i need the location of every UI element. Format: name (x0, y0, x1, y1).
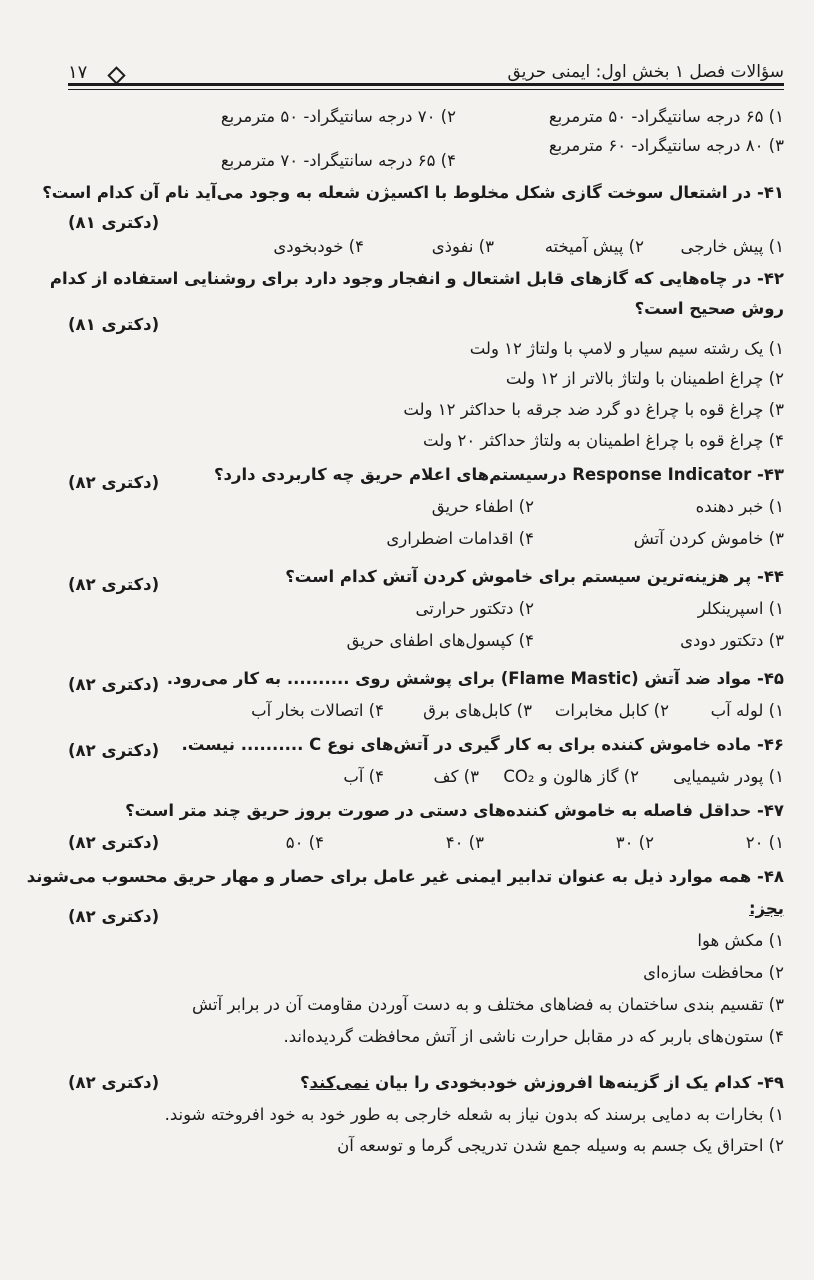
question-47 (68, 796, 784, 826)
option: ۲) ۷۰ درجه سانتیگراد- ۵۰ مترمربع (220, 107, 456, 126)
option: ۳) کابل‌های برق (423, 701, 532, 720)
q44-options-row2 (68, 626, 784, 656)
q44-options-row1 (68, 594, 784, 624)
question-text: ۴۱- در اشتعال سوخت گازی شکل مخلوط با اکسیژن شعله به وجود می‌آید نام آن کدام است؟ (42, 183, 784, 202)
option: ۲) گاز هالون و CO₂ (503, 767, 639, 786)
source-tag: (دکتری ۸۲) (68, 741, 160, 760)
header-rule-thin (68, 89, 784, 90)
option: ۱) پودر شیمیایی (673, 767, 784, 786)
q40-options-row3 (68, 146, 784, 176)
option: ۳) تقسیم بندی ساختمان به فضاهای مختلف و به دست آوردن مقاومت آن در برابر آتش (192, 995, 784, 1014)
q42-option3 (68, 395, 784, 425)
q41-options (68, 232, 784, 262)
q48-option4 (68, 1022, 784, 1052)
option: ۴) آب (343, 767, 384, 786)
q43-options-row2 (68, 524, 784, 554)
source-tag: (دکتری ۸۲) (68, 575, 160, 594)
question-text: بجز: (749, 899, 784, 918)
source-tag: (دکتری ۸۲) (68, 833, 160, 852)
source-tag: (دکتری ۸۱) (68, 213, 160, 232)
option: ۲) اطفاء حریق (431, 497, 534, 516)
question-text: ۴۷- حداقل فاصله به خاموش کننده‌های دستی در صورت بروز حریق چند متر است؟ (125, 801, 784, 820)
question-text: ۴۸- همه موارد ذیل به عنوان تدابیر ایمنی غیر عامل برای حصار و مهار حریق محسوب می‌شوند (26, 867, 784, 886)
option: ۱) ۶۵ درجه سانتیگراد- ۵۰ مترمربع (548, 107, 784, 126)
source-tag: (دکتری ۸۲) (68, 1073, 160, 1092)
option: ۲) چراغ اطمینان با ولتاژ بالاتر از ۱۲ ولت (505, 369, 784, 388)
option: ۱) ۲۰ (745, 833, 784, 852)
option: ۱) بخارات به دمایی برسند که بدون نیاز به شعله خارجی به طور خود به خود افروخته شوند. (164, 1105, 784, 1124)
q42-option1 (68, 334, 784, 364)
question-text-part: ۴۹- کدام یک از گزینه‌ها افروزش خودبخودی را بیان (369, 1073, 784, 1092)
question-text: ۴۴- پر هزینه‌ترین سیستم برای خاموش کردن آتش کدام است؟ (285, 567, 784, 586)
q45-options (68, 696, 784, 726)
option: ۴) اقدامات اضطراری (386, 529, 534, 548)
question-text-part: ؟ (300, 1073, 310, 1092)
question-text-underlined: نمی‌کند (309, 1073, 370, 1092)
question-text: ۴۵- مواد ضد آتش (Flame Mastic) برای پوشش روی .......... به کار می‌رود. (166, 669, 784, 688)
option: ۳) دتکتور دودی (680, 631, 784, 650)
option: ۲) ۳۰ (615, 833, 654, 852)
option: ۳) خاموش کردن آتش (633, 529, 784, 548)
q49-option1 (68, 1100, 784, 1130)
header-rule (68, 83, 784, 86)
q42-option2 (68, 364, 784, 394)
option: ۱) اسپرینکلر (697, 599, 784, 618)
option: ۴) ستون‌های باربر که در مقابل حرارت ناشی از آتش محافظت گردیده‌اند. (283, 1027, 784, 1046)
option: ۳) ۸۰ درجه سانتیگراد- ۶۰ مترمربع (548, 136, 784, 155)
q48-option1 (68, 926, 784, 956)
option: ۱) مکش هوا (697, 931, 784, 950)
option: ۱) یک رشته سیم سیار و لامپ با ولتاژ ۱۲ ولت (469, 339, 784, 358)
q43-options-row1 (68, 492, 784, 522)
q48-option2 (68, 958, 784, 988)
option: ۱) لوله آب (710, 701, 784, 720)
q46-options (68, 762, 784, 792)
q42-option4 (68, 426, 784, 456)
q40-options-row1 (68, 102, 784, 132)
question-48 (26, 862, 784, 892)
option: ۲) کابل مخابرات (554, 701, 669, 720)
option: ۳) کف (433, 767, 479, 786)
option: ۴) کپسول‌های اطفای حریق (346, 631, 534, 650)
q49-option2 (68, 1131, 784, 1161)
source-tag: (دکتری ۸۲) (68, 675, 160, 694)
diamond-icon (107, 66, 125, 84)
question-41 (42, 178, 784, 208)
q47-options (68, 828, 784, 858)
question-text: روش صحیح است؟ (634, 299, 784, 318)
option: ۲) پیش آمیخته (544, 237, 644, 256)
option: ۴) ۵۰ (285, 833, 324, 852)
source-tag: (دکتری ۸۱) (68, 315, 160, 334)
option: ۲) احتراق یک جسم به وسیله جمع شدن تدریجی گرما و توسعه آن (337, 1136, 784, 1155)
option: ۴) چراغ قوه با چراغ اطمینان به ولتاژ حداکثر ۲۰ ولت (423, 431, 784, 450)
question-text (300, 1068, 784, 1098)
chapter-title: سؤالات فصل ۱ بخش اول: ایمنی حریق (507, 62, 784, 82)
question-text: ۴۶- ماده خاموش کننده برای به کار گیری در آتش‌های نوع C .......... نیست. (181, 735, 784, 754)
option: ۳) نفوذی (431, 237, 494, 256)
q48-option3 (68, 990, 784, 1020)
question-49 (68, 1068, 784, 1098)
option: ۴) اتصالات بخار آب (251, 701, 384, 720)
option: ۳) چراغ قوه با چراغ دو گرد ضد جرقه با حداکثر ۱۲ ولت (403, 400, 784, 419)
option: ۱) پیش خارجی (680, 237, 784, 256)
source-tag: (دکتری ۸۲) (68, 907, 160, 926)
option: ۱) خبر دهنده (695, 497, 784, 516)
option: ۴) خودبخودی (273, 237, 364, 256)
source-tag: (دکتری ۸۲) (68, 473, 160, 492)
option: ۲) دتکتور حرارتی (415, 599, 534, 618)
page-number: ۱۷ (68, 62, 88, 83)
option: ۳) ۴۰ (445, 833, 484, 852)
option: ۴) ۶۵ درجه سانتیگراد- ۷۰ مترمربع (220, 151, 456, 170)
option: ۲) محافظت سازه‌ای (643, 963, 784, 982)
question-text: ۴۲- در چاه‌هایی که گازهای قابل اشتعال و انفجار وجود دارد برای روشنایی استفاده از کدام (49, 269, 784, 288)
question-42 (49, 264, 784, 294)
question-text: ۴۳- Response Indicator درسیستم‌های اعلام حریق چه کاربردی دارد؟ (213, 465, 784, 484)
